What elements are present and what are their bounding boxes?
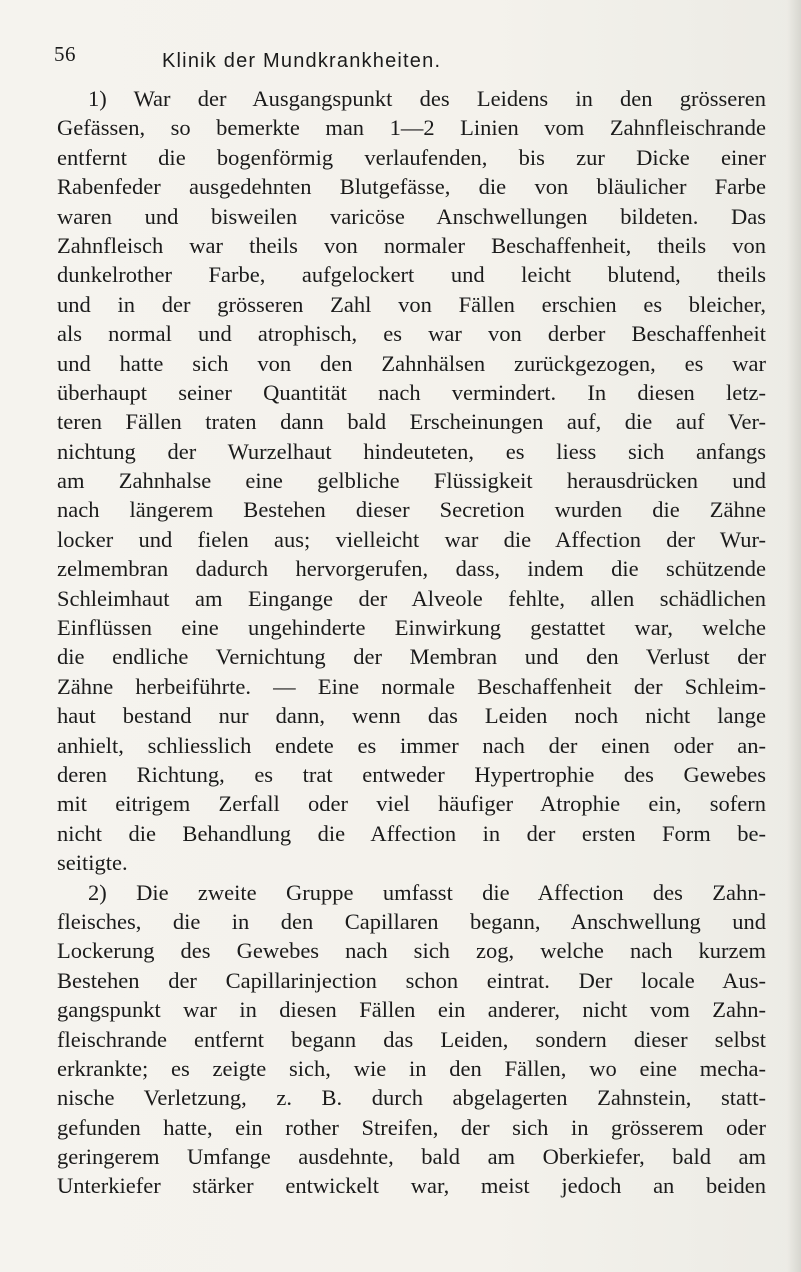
text-line: erkrankte; es zeigte sich, wie in den Fällen, wo eine mecha- xyxy=(57,1055,766,1081)
text-line: Lockerung des Gewebes nach sich zog, welche nach kurzem xyxy=(57,938,766,964)
text-line: seitigte. xyxy=(57,850,128,876)
text-line: Rabenfeder ausgedehnten Blutgefässe, die von bläulicher Farbe xyxy=(57,174,766,200)
running-head: Klinik der Mundkrankheiten. xyxy=(162,50,442,72)
text-line: am Zahnhalse eine gelbliche Flüssigkeit herausdrücken und xyxy=(57,468,766,494)
text-line: zelmembran dadurch hervorgerufen, dass, indem die schützende xyxy=(57,556,766,582)
text-line: die endliche Vernichtung der Membran und den Verlust der xyxy=(57,644,766,670)
text-line: nicht die Behandlung die Affection in der ersten Form be- xyxy=(57,820,766,846)
text-line: Unterkiefer stärker entwickelt war, meist jedoch an beiden xyxy=(57,1173,766,1199)
text-line: und hatte sich von den Zahnhälsen zurückgezogen, es war xyxy=(57,350,766,376)
text-line: als normal und atrophisch, es war von derber Beschaffenheit xyxy=(57,321,766,347)
text-line: mit eitrigem Zerfall oder viel häufiger Atrophie ein, sofern xyxy=(57,791,766,817)
text-line: Zähne herbeiführte. — Eine normale Beschaffenheit der Schleim- xyxy=(57,673,766,699)
text-line: 2) Die zweite Gruppe umfasst die Affection des Zahn- xyxy=(88,879,766,905)
text-line: fleisches, die in den Capillaren begann, Anschwellung und xyxy=(57,908,766,934)
text-line: Gefässen, so bemerkte man 1—2 Linien vom Zahnfleischrande xyxy=(57,115,766,141)
text-line: gangspunkt war in diesen Fällen ein anderer, nicht vom Zahn- xyxy=(57,997,766,1023)
text-line: Schleimhaut am Eingange der Alveole fehlte, allen schädlichen xyxy=(57,585,766,611)
page-number: 56 xyxy=(54,42,76,66)
text-line: deren Richtung, es trat entweder Hypertrophie des Gewebes xyxy=(57,761,766,787)
body-text xyxy=(57,84,766,1201)
text-line: geringerem Umfange ausdehnte, bald am Oberkiefer, bald am xyxy=(57,1144,766,1170)
page-edge-shadow xyxy=(787,0,801,1272)
text-line: haut bestand nur dann, wenn das Leiden noch nicht lange xyxy=(57,703,766,729)
text-line: Zahnfleisch war theils von normaler Beschaffenheit, theils von xyxy=(57,232,766,258)
text-line: Bestehen der Capillarinjection schon eintrat. Der locale Aus- xyxy=(57,967,766,993)
text-line: anhielt, schliesslich endete es immer nach der einen oder an- xyxy=(57,732,766,758)
text-line: waren und bisweilen varicöse Anschwellungen bildeten. Das xyxy=(57,203,766,229)
text-line: und in der grösseren Zahl von Fällen erschien es bleicher, xyxy=(57,291,766,317)
text-line: gefunden hatte, ein rother Streifen, der sich in grösserem oder xyxy=(57,1114,766,1140)
text-line: entfernt die bogenförmig verlaufenden, bis zur Dicke einer xyxy=(57,144,766,170)
text-line: überhaupt seiner Quantität nach vermindert. In diesen letz- xyxy=(57,379,766,405)
text-line: nichtung der Wurzelhaut hindeuteten, es liess sich anfangs xyxy=(57,438,766,464)
page-header xyxy=(54,36,754,72)
text-line: nach längerem Bestehen dieser Secretion wurden die Zähne xyxy=(57,497,766,523)
text-line: 1) War der Ausgangspunkt des Leidens in den grösseren xyxy=(88,86,766,111)
text-line: Einflüssen eine ungehinderte Einwirkung gestattet war, welche xyxy=(57,615,766,641)
text-line: teren Fällen traten dann bald Erscheinungen auf, die auf Ver- xyxy=(57,409,766,435)
text-line: dunkelrother Farbe, aufgelockert und leicht blutend, theils xyxy=(57,262,766,288)
text-line: nische Verletzung, z. B. durch abgelagerten Zahnstein, statt- xyxy=(57,1085,766,1111)
text-line: locker und fielen aus; vielleicht war die Affection der Wur- xyxy=(57,526,766,552)
text-line: fleischrande entfernt begann das Leiden, sondern dieser selbst xyxy=(57,1026,766,1052)
